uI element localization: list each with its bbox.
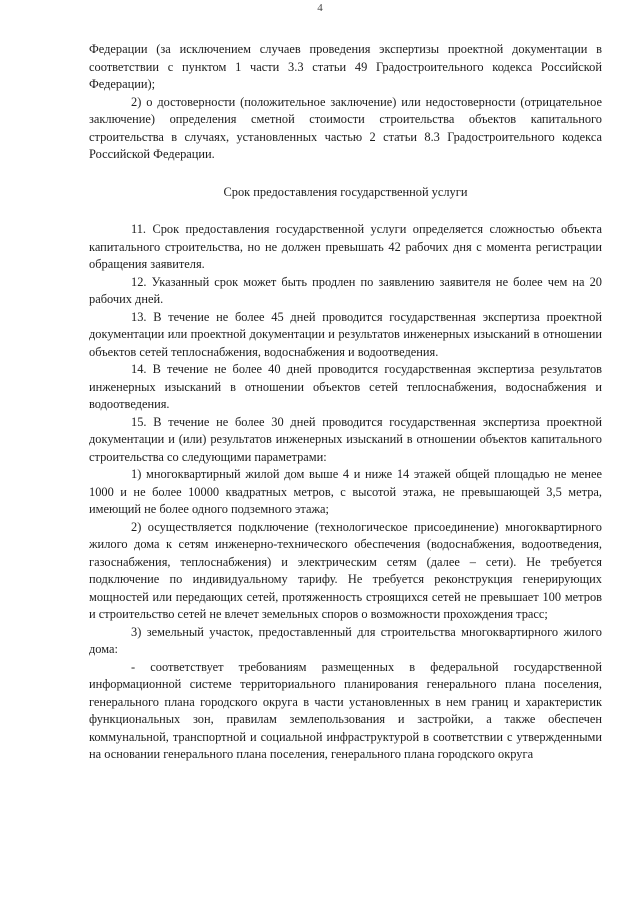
paragraph-14: 14. В течение не более 40 дней проводится государственная экспертиза результатов инженерных изысканий в отношении объектов сетей теплоснабжения, водоснабжения и водоотведения.: [89, 362, 602, 411]
paragraph-15-item-3-dash: - соответствует требованиям размещенных в федеральной государственной информационной системе территориального планирования генерального плана поселения, генерального плана городского округа в части установленных в нем границ и характеристик функциональных зон, правилам землепользования и застройки, а также обеспечен коммунальной, транспортной и социальной инфраструктурой в соответствии с утвержденными на основании генерального плана поселения, генерального плана городского округа: [89, 659, 602, 761]
paragraph-15: 15. В течение не более 30 дней проводится государственная экспертиза проектной документации и (или) результатов инженерных изысканий в отношении объектов капитального строительства со следующими параметрами:: [89, 414, 602, 464]
paragraph-12: 12. Указанный срок может быть продлен по заявлению заявителя не более чем на 20 рабочих дней.: [89, 274, 602, 306]
paragraph-11: 11. Срок предоставления государственной услуги определяется сложностью объекта капитального строительства, но не должен превышать 42 рабочих дня с момента регистрации обращения заявителя.: [89, 222, 602, 271]
paragraph-item-2: 2) о достоверности (положительное заключение) или недостоверности (отрицательное заключение) определения сметной стоимости строительства объектов капитального строительства в случаях, установленных частью 2 статьи 8.3 Градостроительного кодекса Российской Федерации.: [89, 94, 602, 161]
paragraph-15-item-1: 1) многоквартирный жилой дом выше 4 и ниже 14 этажей общей площадью не менее 1000 и не более 10000 квадратных метров, с высотой этажа, не превышающей 3,5 метра, имеющий не более одного подземного этажа;: [89, 467, 602, 516]
paragraph-15-item-3: 3) земельный участок, предоставленный для строительства многоквартирного жилого дома:: [89, 624, 602, 656]
document-body: [89, 41, 602, 764]
paragraph-13: 13. В течение не более 45 дней проводится государственная экспертиза проектной документации или проектной документации и результатов инженерных изысканий в отношении объектов сетей теплоснабжения, водоснабжения и водоотведения.: [89, 309, 602, 359]
page-number: 4: [317, 2, 323, 14]
paragraph-15-item-2: 2) осуществляется подключение (технологическое присоединение) многоквартирного жилого дома к сетям инженерно-технического обеспечения (водоснабжения, водоотведения, газоснабжения, теплоснабжения) и электрическим сетям (далее – сети). Не требуется подключение по индивидуальному тарифу. Не требуется реконструкция генерирующих мощностей или передающих сетей, протяженность строящихся сетей не превышает 100 метров и строительство сетей не влечет земельных споров о возможности прохождения трасс;: [89, 519, 602, 621]
section-heading: Срок предоставления государственной услуги: [223, 184, 468, 199]
paragraph-continuation: Федерации (за исключением случаев проведения экспертизы проектной документации в соответствии с пунктом 1 части 3.3 статьи 49 Градостроительного кодекса Российской Федерации);: [89, 42, 602, 91]
